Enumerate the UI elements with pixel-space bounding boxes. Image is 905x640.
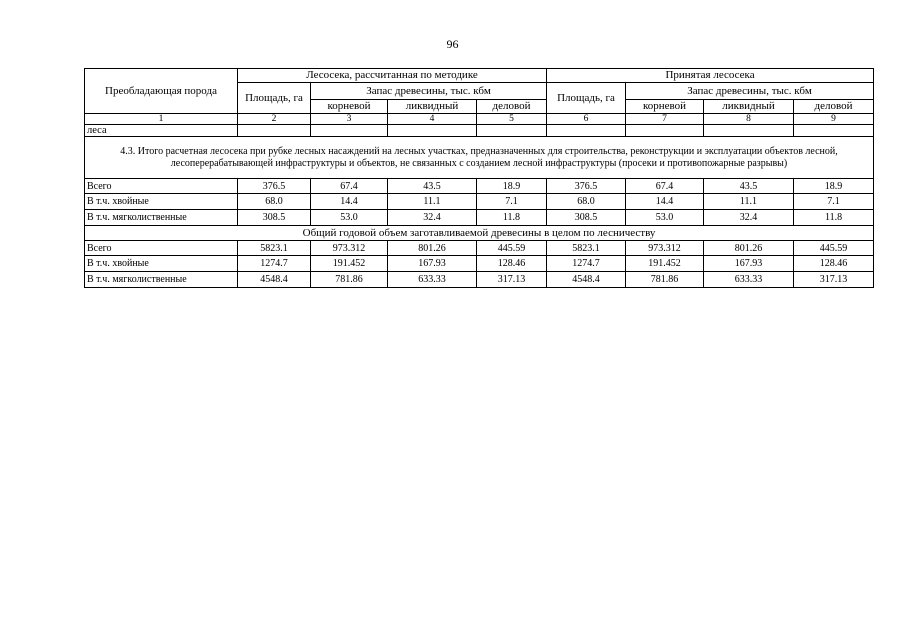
header-area-method: Площадь, га <box>238 83 311 114</box>
cell-value: 53.0 <box>626 210 704 226</box>
header-liquid-method: ликвидный <box>388 100 477 114</box>
cell-value: 11.8 <box>794 210 874 226</box>
table-row <box>85 210 874 226</box>
cell-value: 167.93 <box>388 256 477 272</box>
cell-value: 4548.4 <box>547 272 626 288</box>
cell-value: 7.1 <box>477 194 547 210</box>
cell-value: 11.1 <box>388 194 477 210</box>
row-label: В т.ч. мягколиственные <box>85 210 238 226</box>
column-number: 3 <box>311 114 388 125</box>
cell-value: 376.5 <box>238 179 311 194</box>
table-row <box>85 179 874 194</box>
cell-value: 14.4 <box>311 194 388 210</box>
cell-value: 14.4 <box>626 194 704 210</box>
cell-value: 128.46 <box>477 256 547 272</box>
cell-value: 1274.7 <box>238 256 311 272</box>
cell-value: 128.46 <box>794 256 874 272</box>
cell-value: 43.5 <box>388 179 477 194</box>
row-label: В т.ч. хвойные <box>85 256 238 272</box>
header-group-method: Лесосека, рассчитанная по методике <box>238 69 547 83</box>
header-stock-accepted: Запас древесины, тыс. кбм <box>626 83 874 100</box>
cell-value: 18.9 <box>477 179 547 194</box>
cell-value: 973.312 <box>626 241 704 256</box>
cell-value: 53.0 <box>311 210 388 226</box>
cell-value: 191.452 <box>311 256 388 272</box>
header-group-accepted: Принятая лесосека <box>547 69 874 83</box>
cell-value: 7.1 <box>794 194 874 210</box>
cell-value: 445.59 <box>794 241 874 256</box>
row-label: В т.ч. хвойные <box>85 194 238 210</box>
row-label: В т.ч. мягколиственные <box>85 272 238 288</box>
cell-value: 68.0 <box>238 194 311 210</box>
table-row <box>85 194 874 210</box>
cell-value: 781.86 <box>626 272 704 288</box>
cell-value: 317.13 <box>794 272 874 288</box>
cell-value: 11.8 <box>477 210 547 226</box>
cell-value: 801.26 <box>388 241 477 256</box>
cell-value: 11.1 <box>704 194 794 210</box>
cell-value: 633.33 <box>704 272 794 288</box>
section-total-heading: Общий годовой объем заготавливаемой древесины в целом по лесничеству <box>85 226 874 241</box>
cell-value: 633.33 <box>388 272 477 288</box>
cell-value: 308.5 <box>547 210 626 226</box>
table-row <box>85 241 874 256</box>
cell-value: 67.4 <box>311 179 388 194</box>
column-number: 9 <box>794 114 874 125</box>
header-business-accepted: деловой <box>794 100 874 114</box>
header-liquid-accepted: ликвидный <box>704 100 794 114</box>
column-number: 2 <box>238 114 311 125</box>
cell-value: 376.5 <box>547 179 626 194</box>
column-number: 1 <box>85 114 238 125</box>
cell-value: 1274.7 <box>547 256 626 272</box>
cell-value: 973.312 <box>311 241 388 256</box>
cell-value: 67.4 <box>626 179 704 194</box>
cell-value: 445.59 <box>477 241 547 256</box>
header-root-method: корневой <box>311 100 388 114</box>
cell-value: 32.4 <box>388 210 477 226</box>
column-number: 4 <box>388 114 477 125</box>
header-species: Преобладающая порода <box>85 69 238 114</box>
cell-value: 18.9 <box>794 179 874 194</box>
cell-value: 167.93 <box>704 256 794 272</box>
header-business-method: деловой <box>477 100 547 114</box>
cell-value: 43.5 <box>704 179 794 194</box>
cell-value: 801.26 <box>704 241 794 256</box>
cell-value: 191.452 <box>626 256 704 272</box>
column-number: 5 <box>477 114 547 125</box>
cell-value: 317.13 <box>477 272 547 288</box>
row-label: Всего <box>85 179 238 194</box>
column-number: 7 <box>626 114 704 125</box>
page-number: 96 <box>446 37 459 51</box>
cell-value: 5823.1 <box>547 241 626 256</box>
cell-value: 308.5 <box>238 210 311 226</box>
leftover-label: леса <box>85 125 238 137</box>
header-root-accepted: корневой <box>626 100 704 114</box>
cell-value: 68.0 <box>547 194 626 210</box>
header-area-accepted: Площадь, га <box>547 83 626 114</box>
cell-value: 4548.4 <box>238 272 311 288</box>
cell-value: 781.86 <box>311 272 388 288</box>
table-row <box>85 256 874 272</box>
column-number: 8 <box>704 114 794 125</box>
section-4-3-heading: 4.3. Итого расчетная лесосека при рубке лесных насаждений на лесных участках, предназначенных для строительства, реконструкции и эксплуатации объектов лесной, лесоперерабатывающей инфраструктуры и объектов, не связанных с созданием лесной инфраструктуры (просеки и противопожарные разрывы) <box>85 137 874 179</box>
forest-harvest-table <box>84 68 874 288</box>
header-stock-method: Запас древесины, тыс. кбм <box>311 83 547 100</box>
table-row <box>85 272 874 288</box>
cell-value: 32.4 <box>704 210 794 226</box>
column-number: 6 <box>547 114 626 125</box>
cell-value: 5823.1 <box>238 241 311 256</box>
row-label: Всего <box>85 241 238 256</box>
